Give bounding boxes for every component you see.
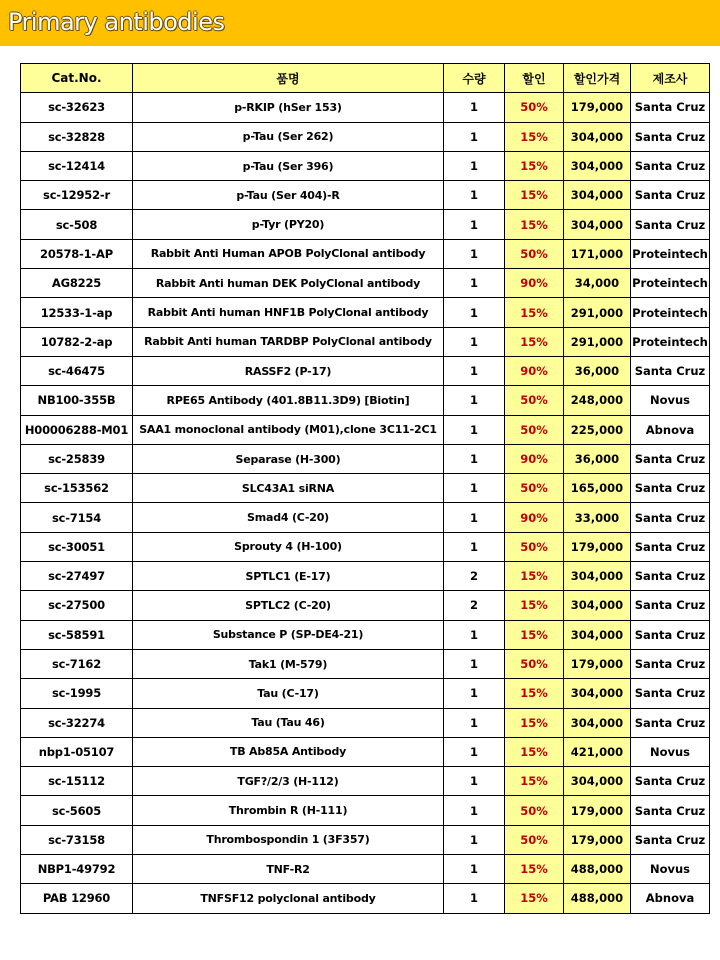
table-row <box>21 855 710 884</box>
discount-price-cell: 304,000 <box>564 591 631 620</box>
product-name-cell: Smad4 (C-20) <box>133 503 444 532</box>
cat-no-cell: sc-46475 <box>21 356 133 385</box>
manufacturer-cell: Santa Cruz <box>631 181 710 210</box>
product-name-cell: Rabbit Anti Human APOB PolyClonal antibody <box>133 239 444 268</box>
column-header-manufacturer: 제조사 <box>631 64 710 93</box>
manufacturer-cell: Santa Cruz <box>631 503 710 532</box>
product-name-cell: Rabbit Anti human HNF1B PolyClonal antibody <box>133 298 444 327</box>
discount-cell: 15% <box>505 884 564 913</box>
manufacturer-cell: Santa Cruz <box>631 591 710 620</box>
manufacturer-cell: Santa Cruz <box>631 825 710 854</box>
product-name-cell: Rabbit Anti human DEK PolyClonal antibody <box>133 269 444 298</box>
quantity-cell: 1 <box>444 151 505 180</box>
column-header-quantity: 수량 <box>444 64 505 93</box>
cat-no-cell: 12533-1-ap <box>21 298 133 327</box>
product-name-cell: Rabbit Anti human TARDBP PolyClonal antibody <box>133 327 444 356</box>
discount-cell: 50% <box>505 474 564 503</box>
manufacturer-cell: Santa Cruz <box>631 532 710 561</box>
cat-no-cell: sc-30051 <box>21 532 133 561</box>
product-name-cell: p-Tau (Ser 262) <box>133 122 444 151</box>
discount-price-cell: 488,000 <box>564 855 631 884</box>
discount-price-cell: 248,000 <box>564 386 631 415</box>
table-row <box>21 269 710 298</box>
discount-price-cell: 304,000 <box>564 767 631 796</box>
quantity-cell: 1 <box>444 415 505 444</box>
quantity-cell: 1 <box>444 796 505 825</box>
discount-price-cell: 225,000 <box>564 415 631 444</box>
product-name-cell: SPTLC2 (C-20) <box>133 591 444 620</box>
table-body <box>21 93 710 913</box>
table-row <box>21 884 710 913</box>
cat-no-cell: sc-15112 <box>21 767 133 796</box>
discount-price-cell: 179,000 <box>564 532 631 561</box>
quantity-cell: 1 <box>444 298 505 327</box>
discount-price-cell: 171,000 <box>564 239 631 268</box>
manufacturer-cell: Santa Cruz <box>631 356 710 385</box>
discount-cell: 15% <box>505 210 564 239</box>
discount-cell: 15% <box>505 181 564 210</box>
discount-cell: 15% <box>505 562 564 591</box>
title-banner <box>0 0 720 46</box>
manufacturer-cell: Santa Cruz <box>631 679 710 708</box>
table-row <box>21 239 710 268</box>
manufacturer-cell: Proteintech <box>631 327 710 356</box>
cat-no-cell: nbp1-05107 <box>21 737 133 766</box>
discount-cell: 90% <box>505 269 564 298</box>
column-header-cat-no: Cat.No. <box>21 64 133 93</box>
table-row <box>21 210 710 239</box>
cat-no-cell: sc-58591 <box>21 620 133 649</box>
manufacturer-cell: Santa Cruz <box>631 151 710 180</box>
discount-price-cell: 421,000 <box>564 737 631 766</box>
discount-price-cell: 179,000 <box>564 825 631 854</box>
discount-cell: 15% <box>505 620 564 649</box>
cat-no-cell: PAB 12960 <box>21 884 133 913</box>
discount-price-cell: 304,000 <box>564 210 631 239</box>
cat-no-cell: sc-32828 <box>21 122 133 151</box>
manufacturer-cell: Proteintech <box>631 239 710 268</box>
table-row <box>21 298 710 327</box>
product-name-cell: Substance P (SP-DE4-21) <box>133 620 444 649</box>
discount-price-cell: 304,000 <box>564 181 631 210</box>
product-name-cell: TB Ab85A Antibody <box>133 737 444 766</box>
cat-no-cell: sc-12952-r <box>21 181 133 210</box>
cat-no-cell: 10782-2-ap <box>21 327 133 356</box>
product-name-cell: SLC43A1 siRNA <box>133 474 444 503</box>
discount-price-cell: 304,000 <box>564 679 631 708</box>
table-row <box>21 737 710 766</box>
manufacturer-cell: Abnova <box>631 884 710 913</box>
table-row <box>21 796 710 825</box>
column-header-discount: 할인 <box>505 64 564 93</box>
manufacturer-cell: Santa Cruz <box>631 796 710 825</box>
quantity-cell: 1 <box>444 767 505 796</box>
column-header-discount-price: 할인가격 <box>564 64 631 93</box>
cat-no-cell: AG8225 <box>21 269 133 298</box>
quantity-cell: 1 <box>444 884 505 913</box>
product-name-cell: Tak1 (M-579) <box>133 649 444 678</box>
manufacturer-cell: Santa Cruz <box>631 444 710 473</box>
product-name-cell: TGF?/2/3 (H-112) <box>133 767 444 796</box>
discount-cell: 15% <box>505 708 564 737</box>
discount-cell: 15% <box>505 122 564 151</box>
discount-price-cell: 179,000 <box>564 93 631 122</box>
discount-price-cell: 33,000 <box>564 503 631 532</box>
manufacturer-cell: Santa Cruz <box>631 767 710 796</box>
discount-cell: 15% <box>505 679 564 708</box>
cat-no-cell: NB100-355B <box>21 386 133 415</box>
quantity-cell: 2 <box>444 591 505 620</box>
product-name-cell: p-Tyr (PY20) <box>133 210 444 239</box>
discount-cell: 50% <box>505 386 564 415</box>
table-row <box>21 649 710 678</box>
quantity-cell: 1 <box>444 620 505 649</box>
product-name-cell: Thrombospondin 1 (3F357) <box>133 825 444 854</box>
cat-no-cell: sc-1995 <box>21 679 133 708</box>
product-name-cell: p-Tau (Ser 396) <box>133 151 444 180</box>
discount-cell: 50% <box>505 239 564 268</box>
quantity-cell: 1 <box>444 239 505 268</box>
manufacturer-cell: Santa Cruz <box>631 649 710 678</box>
table-row <box>21 444 710 473</box>
quantity-cell: 1 <box>444 825 505 854</box>
table-row <box>21 327 710 356</box>
table-row <box>21 825 710 854</box>
discount-price-cell: 36,000 <box>564 356 631 385</box>
quantity-cell: 1 <box>444 737 505 766</box>
cat-no-cell: sc-153562 <box>21 474 133 503</box>
product-table <box>20 63 710 914</box>
table-row <box>21 415 710 444</box>
manufacturer-cell: Santa Cruz <box>631 122 710 151</box>
table-row <box>21 474 710 503</box>
discount-cell: 15% <box>505 591 564 620</box>
discount-cell: 15% <box>505 737 564 766</box>
product-name-cell: RPE65 Antibody (401.8B11.3D9) [Biotin] <box>133 386 444 415</box>
quantity-cell: 1 <box>444 386 505 415</box>
quantity-cell: 1 <box>444 269 505 298</box>
product-name-cell: Sprouty 4 (H-100) <box>133 532 444 561</box>
manufacturer-cell: Santa Cruz <box>631 562 710 591</box>
product-name-cell: p-RKIP (hSer 153) <box>133 93 444 122</box>
quantity-cell: 1 <box>444 503 505 532</box>
discount-cell: 15% <box>505 767 564 796</box>
discount-cell: 90% <box>505 444 564 473</box>
table-row <box>21 767 710 796</box>
manufacturer-cell: Novus <box>631 855 710 884</box>
cat-no-cell: sc-32274 <box>21 708 133 737</box>
discount-price-cell: 34,000 <box>564 269 631 298</box>
discount-price-cell: 291,000 <box>564 327 631 356</box>
manufacturer-cell: Santa Cruz <box>631 93 710 122</box>
cat-no-cell: sc-508 <box>21 210 133 239</box>
manufacturer-cell: Proteintech <box>631 269 710 298</box>
discount-price-cell: 165,000 <box>564 474 631 503</box>
discount-price-cell: 291,000 <box>564 298 631 327</box>
product-name-cell: TNFSF12 polyclonal antibody <box>133 884 444 913</box>
discount-cell: 50% <box>505 415 564 444</box>
cat-no-cell: sc-73158 <box>21 825 133 854</box>
quantity-cell: 1 <box>444 532 505 561</box>
discount-cell: 15% <box>505 151 564 180</box>
quantity-cell: 1 <box>444 181 505 210</box>
product-name-cell: Separase (H-300) <box>133 444 444 473</box>
table-row <box>21 708 710 737</box>
discount-cell: 15% <box>505 327 564 356</box>
discount-price-cell: 36,000 <box>564 444 631 473</box>
manufacturer-cell: Abnova <box>631 415 710 444</box>
quantity-cell: 1 <box>444 474 505 503</box>
discount-price-cell: 304,000 <box>564 151 631 180</box>
table-row <box>21 93 710 122</box>
manufacturer-cell: Santa Cruz <box>631 210 710 239</box>
table-row <box>21 591 710 620</box>
manufacturer-cell: Novus <box>631 737 710 766</box>
discount-cell: 15% <box>505 855 564 884</box>
discount-price-cell: 304,000 <box>564 562 631 591</box>
manufacturer-cell: Proteintech <box>631 298 710 327</box>
cat-no-cell: sc-27500 <box>21 591 133 620</box>
table-row <box>21 122 710 151</box>
product-name-cell: Tau (C-17) <box>133 679 444 708</box>
table-row <box>21 386 710 415</box>
product-name-cell: RASSF2 (P-17) <box>133 356 444 385</box>
quantity-cell: 1 <box>444 327 505 356</box>
quantity-cell: 1 <box>444 708 505 737</box>
cat-no-cell: sc-7162 <box>21 649 133 678</box>
discount-cell: 90% <box>505 356 564 385</box>
cat-no-cell: sc-27497 <box>21 562 133 591</box>
table-row <box>21 620 710 649</box>
quantity-cell: 1 <box>444 93 505 122</box>
discount-price-cell: 179,000 <box>564 649 631 678</box>
cat-no-cell: 20578-1-AP <box>21 239 133 268</box>
discount-price-cell: 488,000 <box>564 884 631 913</box>
discount-price-cell: 304,000 <box>564 620 631 649</box>
table-row <box>21 181 710 210</box>
product-name-cell: TNF-R2 <box>133 855 444 884</box>
column-header-product-name: 품명 <box>133 64 444 93</box>
discount-price-cell: 304,000 <box>564 122 631 151</box>
quantity-cell: 1 <box>444 649 505 678</box>
product-name-cell: SAA1 monoclonal antibody (M01),clone 3C11-2C1 <box>133 415 444 444</box>
product-name-cell: SPTLC1 (E-17) <box>133 562 444 591</box>
product-name-cell: Thrombin R (H-111) <box>133 796 444 825</box>
discount-cell: 50% <box>505 825 564 854</box>
discount-price-cell: 304,000 <box>564 708 631 737</box>
discount-cell: 15% <box>505 298 564 327</box>
cat-no-cell: sc-7154 <box>21 503 133 532</box>
manufacturer-cell: Santa Cruz <box>631 708 710 737</box>
product-name-cell: p-Tau (Ser 404)-R <box>133 181 444 210</box>
discount-cell: 50% <box>505 796 564 825</box>
manufacturer-cell: Santa Cruz <box>631 620 710 649</box>
quantity-cell: 1 <box>444 210 505 239</box>
cat-no-cell: sc-32623 <box>21 93 133 122</box>
quantity-cell: 1 <box>444 122 505 151</box>
page-title: Primary antibodies <box>8 8 225 36</box>
product-name-cell: Tau (Tau 46) <box>133 708 444 737</box>
quantity-cell: 1 <box>444 444 505 473</box>
quantity-cell: 1 <box>444 855 505 884</box>
table-row <box>21 503 710 532</box>
table-row <box>21 562 710 591</box>
quantity-cell: 1 <box>444 356 505 385</box>
discount-cell: 90% <box>505 503 564 532</box>
table-row <box>21 532 710 561</box>
table-row <box>21 679 710 708</box>
table-row <box>21 151 710 180</box>
quantity-cell: 2 <box>444 562 505 591</box>
discount-cell: 50% <box>505 93 564 122</box>
discount-price-cell: 179,000 <box>564 796 631 825</box>
cat-no-cell: H00006288-M01 <box>21 415 133 444</box>
manufacturer-cell: Santa Cruz <box>631 474 710 503</box>
table-header-row <box>21 64 710 93</box>
manufacturer-cell: Novus <box>631 386 710 415</box>
discount-cell: 50% <box>505 649 564 678</box>
cat-no-cell: NBP1-49792 <box>21 855 133 884</box>
discount-cell: 50% <box>505 532 564 561</box>
table-row <box>21 356 710 385</box>
cat-no-cell: sc-12414 <box>21 151 133 180</box>
quantity-cell: 1 <box>444 679 505 708</box>
cat-no-cell: sc-5605 <box>21 796 133 825</box>
cat-no-cell: sc-25839 <box>21 444 133 473</box>
